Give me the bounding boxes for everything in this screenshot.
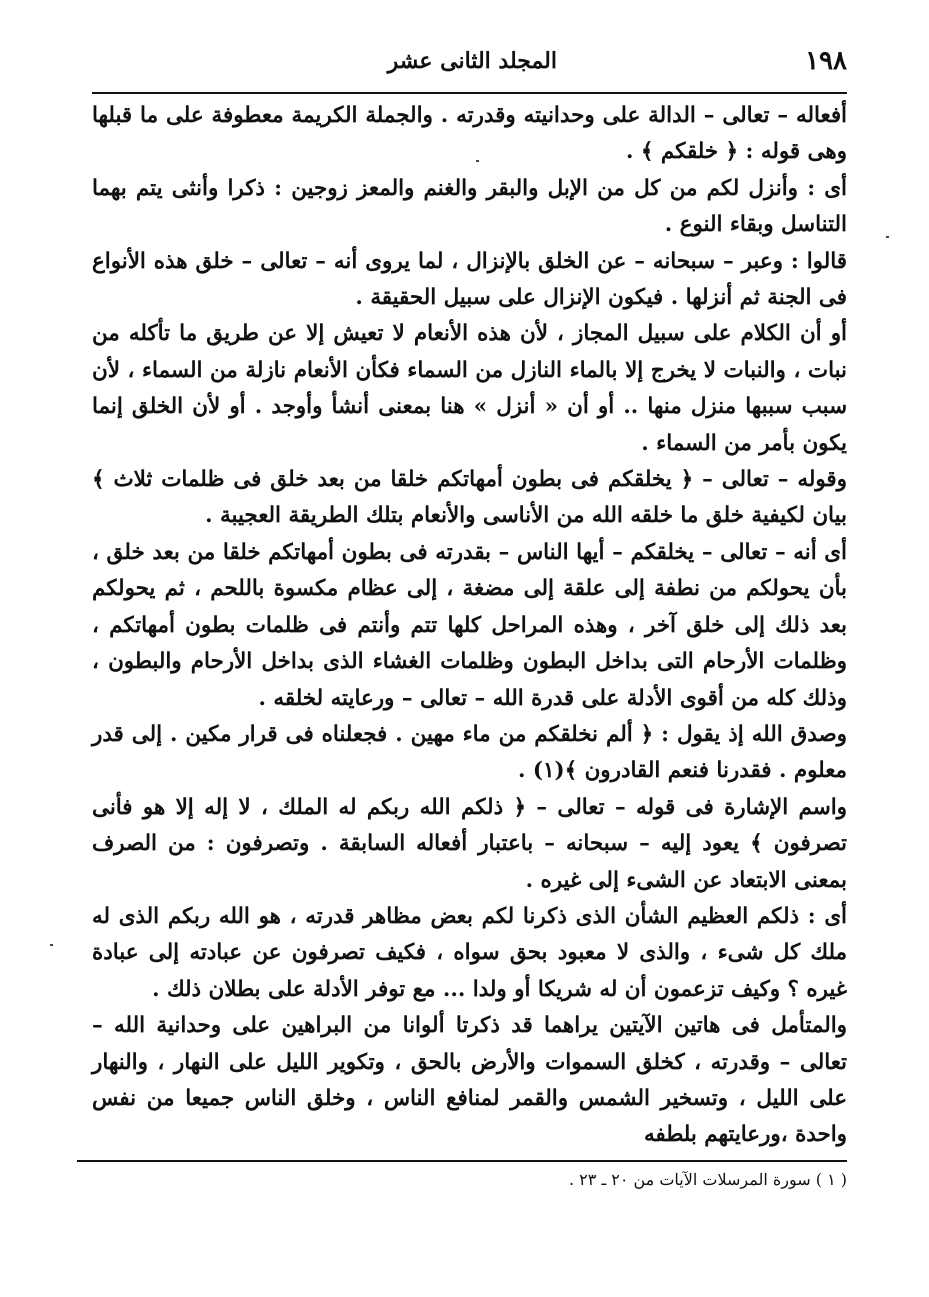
page-header (92, 44, 847, 84)
footnote: ( ١ ) سورة المرسلات الآيات من ٢٠ ـ ٢٣ . (569, 1170, 847, 1189)
paragraph: واسم الإشارة فى قوله – تعالى – ﴿ ذلكم الله ربكم له الملك ، لا إله إلا هو فأنى تصرفون ﴾ يعود إليه – سبحانه – باعتبار أفعاله السابقة . وتصرفون : من الصرف بمعنى الابتعاد عن الشىء إلى غيره . (92, 794, 847, 893)
paragraph: أى أنه – تعالى – يخلقكم – أيها الناس – بقدرته فى بطون أمهاتكم خلقا من بعد خلق ، بأن يحولكم من نطفة إلى علقة إلى مضغة ، إلى عظام مكسوة باللحم ، ثم يحولكم بعد ذلك إلى خلق آخر ، وهذه المراحل كلها تتم وأنتم فى ظلمات بطون أمهاتكم ، وظلمات الأرحام التى بداخل البطون وظلمات الغشاء الذى بداخل الأرحام والبطون ، وذلك كله من أقوى الأدلة على قدرة الله – تعالى – ورعايته لخلقه . (92, 539, 847, 711)
paragraph: أى : وأنزل لكم من كل من الإبل والبقر والغنم والمعز زوجين : ذكرا وأنثى يتم بهما التناسل وبقاء النوع . (92, 175, 847, 238)
scan-speck (476, 160, 479, 162)
paragraph: أو أن الكلام على سبيل المجاز ، لأن هذه الأنعام لا تعيش إلا عن طريق ما تأكله من نبات ، والنبات لا يخرج إلا بالماء النازل من السماء فكأن الأنعام نازلة من السماء ، لأن سبب سببها منزل منها .. أو أن « أنزل » هنا بمعنى أنشأ وأوجد . أو لأن الخلق إنما يكون بأمر من السماء . (92, 321, 847, 456)
paragraph: أفعاله – تعالى – الدالة على وحدانيته وقدرته . والجملة الكريمة معطوفة على ما قبلها وهى قوله : ﴿ خلقكم ﴾ . (92, 103, 847, 165)
body-text (92, 98, 847, 1154)
page-number: ١٩٨ (805, 46, 847, 76)
scan-speck (50, 944, 53, 946)
paragraph: قالوا : وعبر – سبحانه – عن الخلق بالإنزال ، لما يروى أنه – تعالى – خلق هذه الأنواع فى الجنة ثم أنزلها . فيكون الإنزال على سبيل الحقيقة . (92, 248, 847, 311)
paragraph: أى : ذلكم العظيم الشأن الذى ذكرنا لكم بعض مظاهر قدرته ، هو الله ربكم الذى له ملك كل شىء ، والذى لا معبود بحق سواه ، فكيف تصرفون عن عبادته إلى عبادة غيره ؟ وكيف تزعمون أن له شريكا أو ولدا ... مع توفر الأدلة على بطلان ذلك . (92, 903, 847, 1002)
footnote-rule (77, 1160, 847, 1162)
header-rule (92, 92, 847, 94)
scan-speck (886, 236, 889, 238)
paragraph: وصدق الله إذ يقول : ﴿ ألم نخلقكم من ماء مهين . فجعلناه فى قرار مكين . إلى قدر معلوم . فقدرنا فنعم القادرون ﴾(١) . (92, 721, 847, 784)
paragraph: وقوله – تعالى – ﴿ يخلقكم فى بطون أمهاتكم خلقا من بعد خلق فى ظلمات ثلاث ﴾ بيان لكيفية خلق ما خلقه الله من الأناسى والأنعام بتلك الطريقة العجيبة . (92, 467, 847, 529)
running-title: المجلد الثانى عشر (387, 48, 557, 74)
paragraph: والمتأمل فى هاتين الآيتين يراهما قد ذكرتا ألوانا من البراهين على وحدانية الله – تعالى – وقدرته ، كخلق السموات والأرض بالحق ، وتكوير الليل على النهار ، والنهار على الليل ، وتسخير الشمس والقمر لمنافع الناس ، وخلق الناس جميعا من نفس واحدة ،ورعايتهم بلطفه (92, 1013, 847, 1148)
